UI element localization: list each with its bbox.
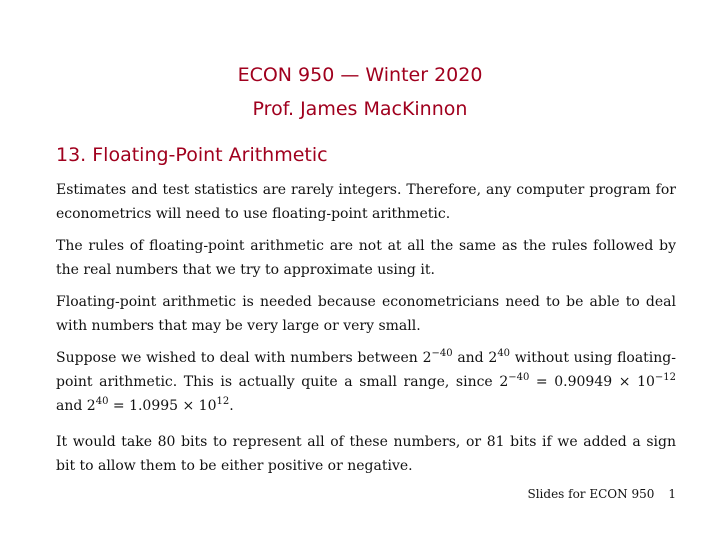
p4-base-2: 2 bbox=[488, 350, 498, 366]
p4-exp-neg12: −12 bbox=[654, 372, 676, 383]
p4-exp-40-1: 40 bbox=[497, 348, 511, 359]
p4-text-4: = 0.90949 × 10 bbox=[529, 374, 655, 390]
paragraph-1: Estimates and test statistics are rarely integers. Therefore, any computer program for econometrics will need to use floating-point arithmetic. bbox=[56, 182, 676, 222]
page-number: 1 bbox=[668, 487, 676, 501]
course-title: ECON 950 — Winter 2020 bbox=[237, 64, 483, 86]
p4-text-6: = 1.0995 × 10 bbox=[108, 398, 217, 414]
p4-base-3: 2 bbox=[499, 374, 509, 390]
section-title: 13. Floating-Point Arithmetic bbox=[56, 144, 328, 166]
p4-exp-40-2: 40 bbox=[95, 396, 109, 407]
p4-text-7: . bbox=[229, 398, 234, 414]
p4-text-2: and bbox=[452, 350, 489, 366]
footer-label: Slides for ECON 950 bbox=[527, 487, 655, 501]
p4-exp-neg40-1: −40 bbox=[431, 348, 453, 359]
p4-base-4: 2 bbox=[86, 398, 96, 414]
paragraph-5: It would take 80 bits to represent all of these numbers, or 81 bits if we added a sign bit to allow them to be either positive or negative. bbox=[56, 434, 676, 474]
p4-exp-neg40-2: −40 bbox=[508, 372, 530, 383]
p4-base-1: 2 bbox=[422, 350, 432, 366]
paragraph-3: Floating-point arithmetic is needed because econometricians need to be able to deal with numbers that may be very large or very small. bbox=[56, 294, 676, 334]
p4-text-3: without using floating-point arithmetic. This is actually quite a small range, since bbox=[56, 350, 676, 390]
slide-footer bbox=[480, 487, 676, 501]
p4-text-5: and bbox=[56, 398, 87, 414]
instructor-name: Prof. James MacKinnon bbox=[252, 98, 468, 120]
p4-exp-12: 12 bbox=[216, 396, 230, 407]
paragraph-4 bbox=[56, 346, 676, 418]
paragraph-2: The rules of floating-point arithmetic are not at all the same as the rules followed by the real numbers that we try to approximate using it. bbox=[56, 238, 676, 278]
p4-text-1: Suppose we wished to deal with numbers between bbox=[56, 350, 423, 366]
